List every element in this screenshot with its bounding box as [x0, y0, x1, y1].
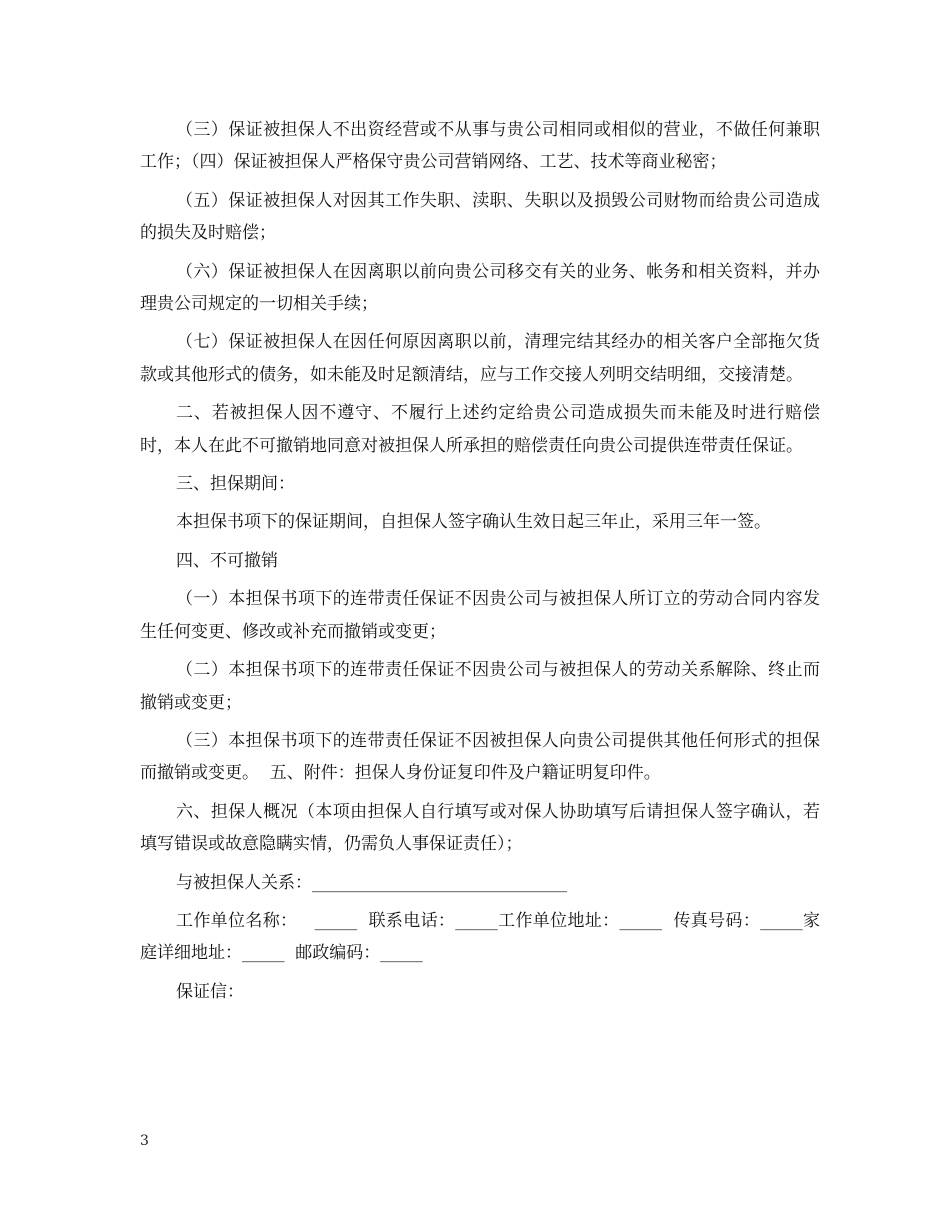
paragraph-guarantor-overview: 六、担保人概况（本项由担保人自行填写或对保人协助填写后请担保人签字确认，若填写错误或故意隐瞒实情，仍需负人事保证责任）；: [140, 801, 820, 855]
page-number: 3: [140, 1133, 149, 1149]
field-relationship: 与被担保人关系：______________________________: [176, 872, 567, 893]
heading-guarantee-period: 三、担保期间：: [176, 474, 295, 495]
paragraph-clause-7: （七）保证被担保人在因任何原因离职以前，清理完结其经办的相关客户全部拖欠货款或其他形式的债务，如未能及时足额清结，应与工作交接人列明交结明细，交接清楚。: [140, 332, 820, 385]
document-body: [140, 114, 820, 1014]
heading-irrevocable: 四、不可撤销: [176, 550, 278, 571]
paragraph-irrevocable-1: （一）本担保书项下的连带责任保证不因贵公司与被担保人所订立的劳动合同内容发生任何变更、修改或补充而撤销或变更；: [140, 589, 820, 642]
paragraph-clause-5: （五）保证被担保人对因其工作失职、渎职、失职以及损毁公司财物而给贵公司造成的损失及时赔偿；: [140, 190, 820, 244]
paragraph-clause-3-4: （三）保证被担保人不出资经营或不从事与贵公司相同或相似的营业，不做任何兼职工作；（四）保证被担保人严格保守贵公司营销网络、工艺、技术等商业秘密；: [140, 120, 820, 173]
field-work-details: 工作单位名称： _____ 联系电话：_____工作单位地址：_____ 传真号码：_____家庭详细地址：_____ 邮政编码：_____: [140, 910, 820, 964]
paragraph-irrevocable-2: （二）本担保书项下的连带责任保证不因贵公司与被担保人的劳动关系解除、终止而撤销或变更；: [140, 660, 820, 713]
paragraph-irrevocable-3-attachments: （三）本担保书项下的连带责任保证不因被担保人向贵公司提供其他任何形式的担保而撤销或变更。 五、附件：担保人身份证复印件及户籍证明复印件。: [140, 730, 820, 784]
heading-guarantee-letter: 保证信：: [176, 981, 244, 1002]
paragraph-clause-6: （六）保证被担保人在因离职以前向贵公司移交有关的业务、帐务和相关资料，并办理贵公司规定的一切相关手续；: [140, 261, 820, 315]
paragraph-guarantee-period: 本担保书项下的保证期间，自担保人签字确认生效日起三年止，采用三年一签。: [176, 512, 771, 533]
paragraph-section-2: 二、若被担保人因不遵守、不履行上述约定给贵公司造成损失而未能及时进行赔偿时，本人在此不可撤销地同意对被担保人所承担的赔偿责任向贵公司提供连带责任保证。: [140, 403, 820, 456]
